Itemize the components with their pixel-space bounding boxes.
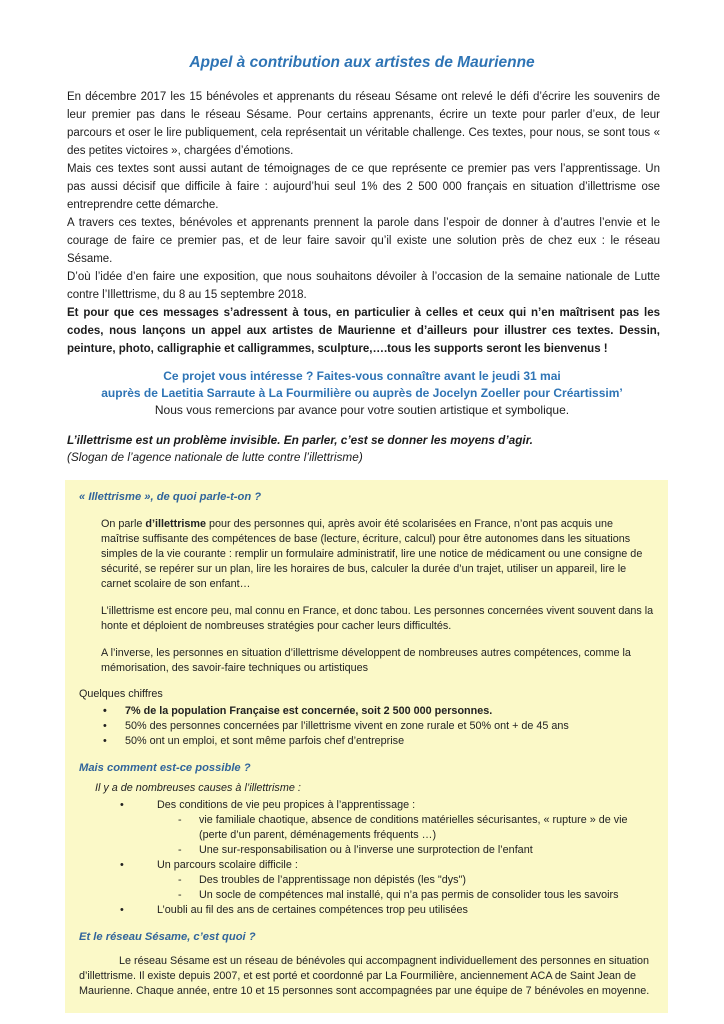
cta-line-2: auprès de Laetitia Sarraute à La Fourmilière ou auprès de Jocelyn Zoeller pour Créartissim’ — [101, 386, 623, 400]
illettrisme-info-box — [65, 480, 668, 1013]
causes-intro: Il y a de nombreuses causes à l’illettrisme : — [95, 782, 301, 794]
cause-sub-item-1b: - Une sur-responsabilisation ou à l’inverse une surprotection de l’enfant — [79, 843, 654, 858]
tabou-paragraph: L’illettrisme est encore peu, mal connu en France, et donc tabou. Les personnes concernées vivent souvent dans la honte et déploient de nombreuses stratégies pour cacher leurs difficultés. — [101, 605, 654, 632]
cause-item-2: • Un parcours scolaire difficile : — [79, 858, 654, 873]
slogan-source: (Slogan de l’agence nationale de lutte contre l’illettrisme) — [67, 450, 363, 464]
intro-paragraph-2: Mais ces textes sont aussi autant de témoignages de ce que représente ce premier pas vers l’apprentissage. Un pas aussi décisif que difficile à faire : aujourd’hui seul 1% des 2 500 000 français en situation d’illettrisme ose entreprendre cette démarche. — [67, 163, 660, 211]
intro-paragraph-3: A travers ces textes, bénévoles et apprenants prennent la parole dans l’espoir de donner à d’autres l’envie et le courage de faire ce premier pas, et de leur faire savoir qu’il existe une solution près de chez eux : le réseau Sésame. — [67, 217, 660, 265]
cause-sub-item-2a: - Des troubles de l’apprentissage non dépistés (les "dys") — [79, 873, 654, 888]
chiffres-item-1: • 7% de la population Française est concernée, soit 2 500 000 personnes. — [79, 704, 654, 719]
intro-section — [67, 88, 660, 358]
intro-paragraph-appeal: Et pour que ces messages s’adressent à tous, en particulier à celles et ceux qui n’en maîtrisent pas les codes, nous lançons un appel aux artistes de Maurienne et d’ailleurs pour illustrer ces textes. Dessin, peinture, photo, calligraphie et calligrammes, sculpture,….tous les supports seront les bienvenus ! — [67, 307, 660, 355]
intro-paragraph-4: D’où l’idée d’en faire une exposition, que nous souhaitons dévoiler à l’occasion de la semaine nationale de Lutte contre l’Illettrisme, du 8 au 15 septembre 2018. — [67, 271, 660, 301]
slogan-text: L’illettrisme est un problème invisible. En parler, c’est se donner les moyens d’agir. — [67, 433, 533, 447]
sesame-paragraph: Le réseau Sésame est un réseau de bénévoles qui accompagnent individuellement des personnes en situation d’illettrisme. Il existe depuis 2007, et est porté et coordonné par La Fourmilière, anciennement ACA de Saint Jean de Maurienne. Chaque année, entre 10 et 15 personnes sont accompagnées par une équipe de 7 bénévoles en moyenne. — [79, 955, 650, 997]
definition-bold-term: d’illettrisme — [145, 518, 207, 530]
page-title: Appel à contribution aux artistes de Maurienne — [189, 54, 535, 71]
box-heading-sesame: Et le réseau Sésame, c’est quoi ? — [79, 931, 256, 943]
chiffres-title: Quelques chiffres — [79, 688, 163, 700]
definition-paragraph — [101, 517, 654, 592]
box-heading-causes: Mais comment est-ce possible ? — [79, 762, 251, 774]
cause-sub-item-1a: - vie familiale chaotique, absence de conditions matérielles sécurisantes, « rupture » de vie (perte d’un parent, déménagements fréquents …) — [79, 813, 654, 843]
call-to-action-block — [0, 368, 724, 419]
chiffres-item-2: • 50% des personnes concernées par l’illettrisme vivent en zone rurale et 50% ont + de 45 ans — [79, 719, 654, 734]
causes-list — [79, 798, 654, 918]
cta-line-1: Ce projet vous intéresse ? Faites-vous connaître avant le jeudi 31 mai — [163, 369, 561, 383]
intro-paragraph-1: En décembre 2017 les 15 bénévoles et apprenants du réseau Sésame ont relevé le défi d’écrire les souvenirs de leur premier pas dans le réseau Sésame. Pour certains apprenants, écrire un texte pour parler d’eux, de leur parcours et oser le lire publiquement, cela représentait un véritable challenge. Ces textes, pour nous, se sont tous « des petites victoires », chargées d’émotions. — [67, 91, 660, 157]
cause-item-1: • Des conditions de vie peu propices à l’apprentissage : — [79, 798, 654, 813]
cta-line-3: Nous vous remercions par avance pour votre soutien artistique et symbolique. — [154, 403, 570, 417]
definition-pre: On parle — [101, 518, 146, 530]
chiffres-list — [79, 704, 654, 749]
chiffres-item-3: • 50% ont un emploi, et sont même parfois chef d’entreprise — [79, 734, 654, 749]
definition-post: pour des personnes qui, après avoir été scolarisées en France, n’ont pas acquis une maîtrise suffisante des compétences de base (lecture, écriture, calcul) pour être autonomes dans les situations simples de la vie courante : remplir un formulaire administratif, lire une notice de médicament ou une consigne de sécurité, se repérer sur un plan, lire les horaires de bus, calculer la durée d’un trajet, utiliser un appareil, lire le carnet scolaire de son enfant… — [101, 518, 643, 590]
cause-item-3: • L’oubli au fil des ans de certaines compétences trop peu utilisées — [79, 903, 654, 918]
inverse-paragraph: A l’inverse, les personnes en situation d’illettrisme développent de nombreuses autres compétences, comme la mémorisation, des savoir-faire techniques ou artistiques — [101, 647, 631, 674]
cause-sub-item-2b: - Un socle de compétences mal installé, qui n’a pas permis de consolider tous les savoirs — [79, 888, 654, 903]
slogan-block — [67, 432, 660, 466]
box-heading-definition: « Illettrisme », de quoi parle-t-on ? — [79, 491, 262, 503]
